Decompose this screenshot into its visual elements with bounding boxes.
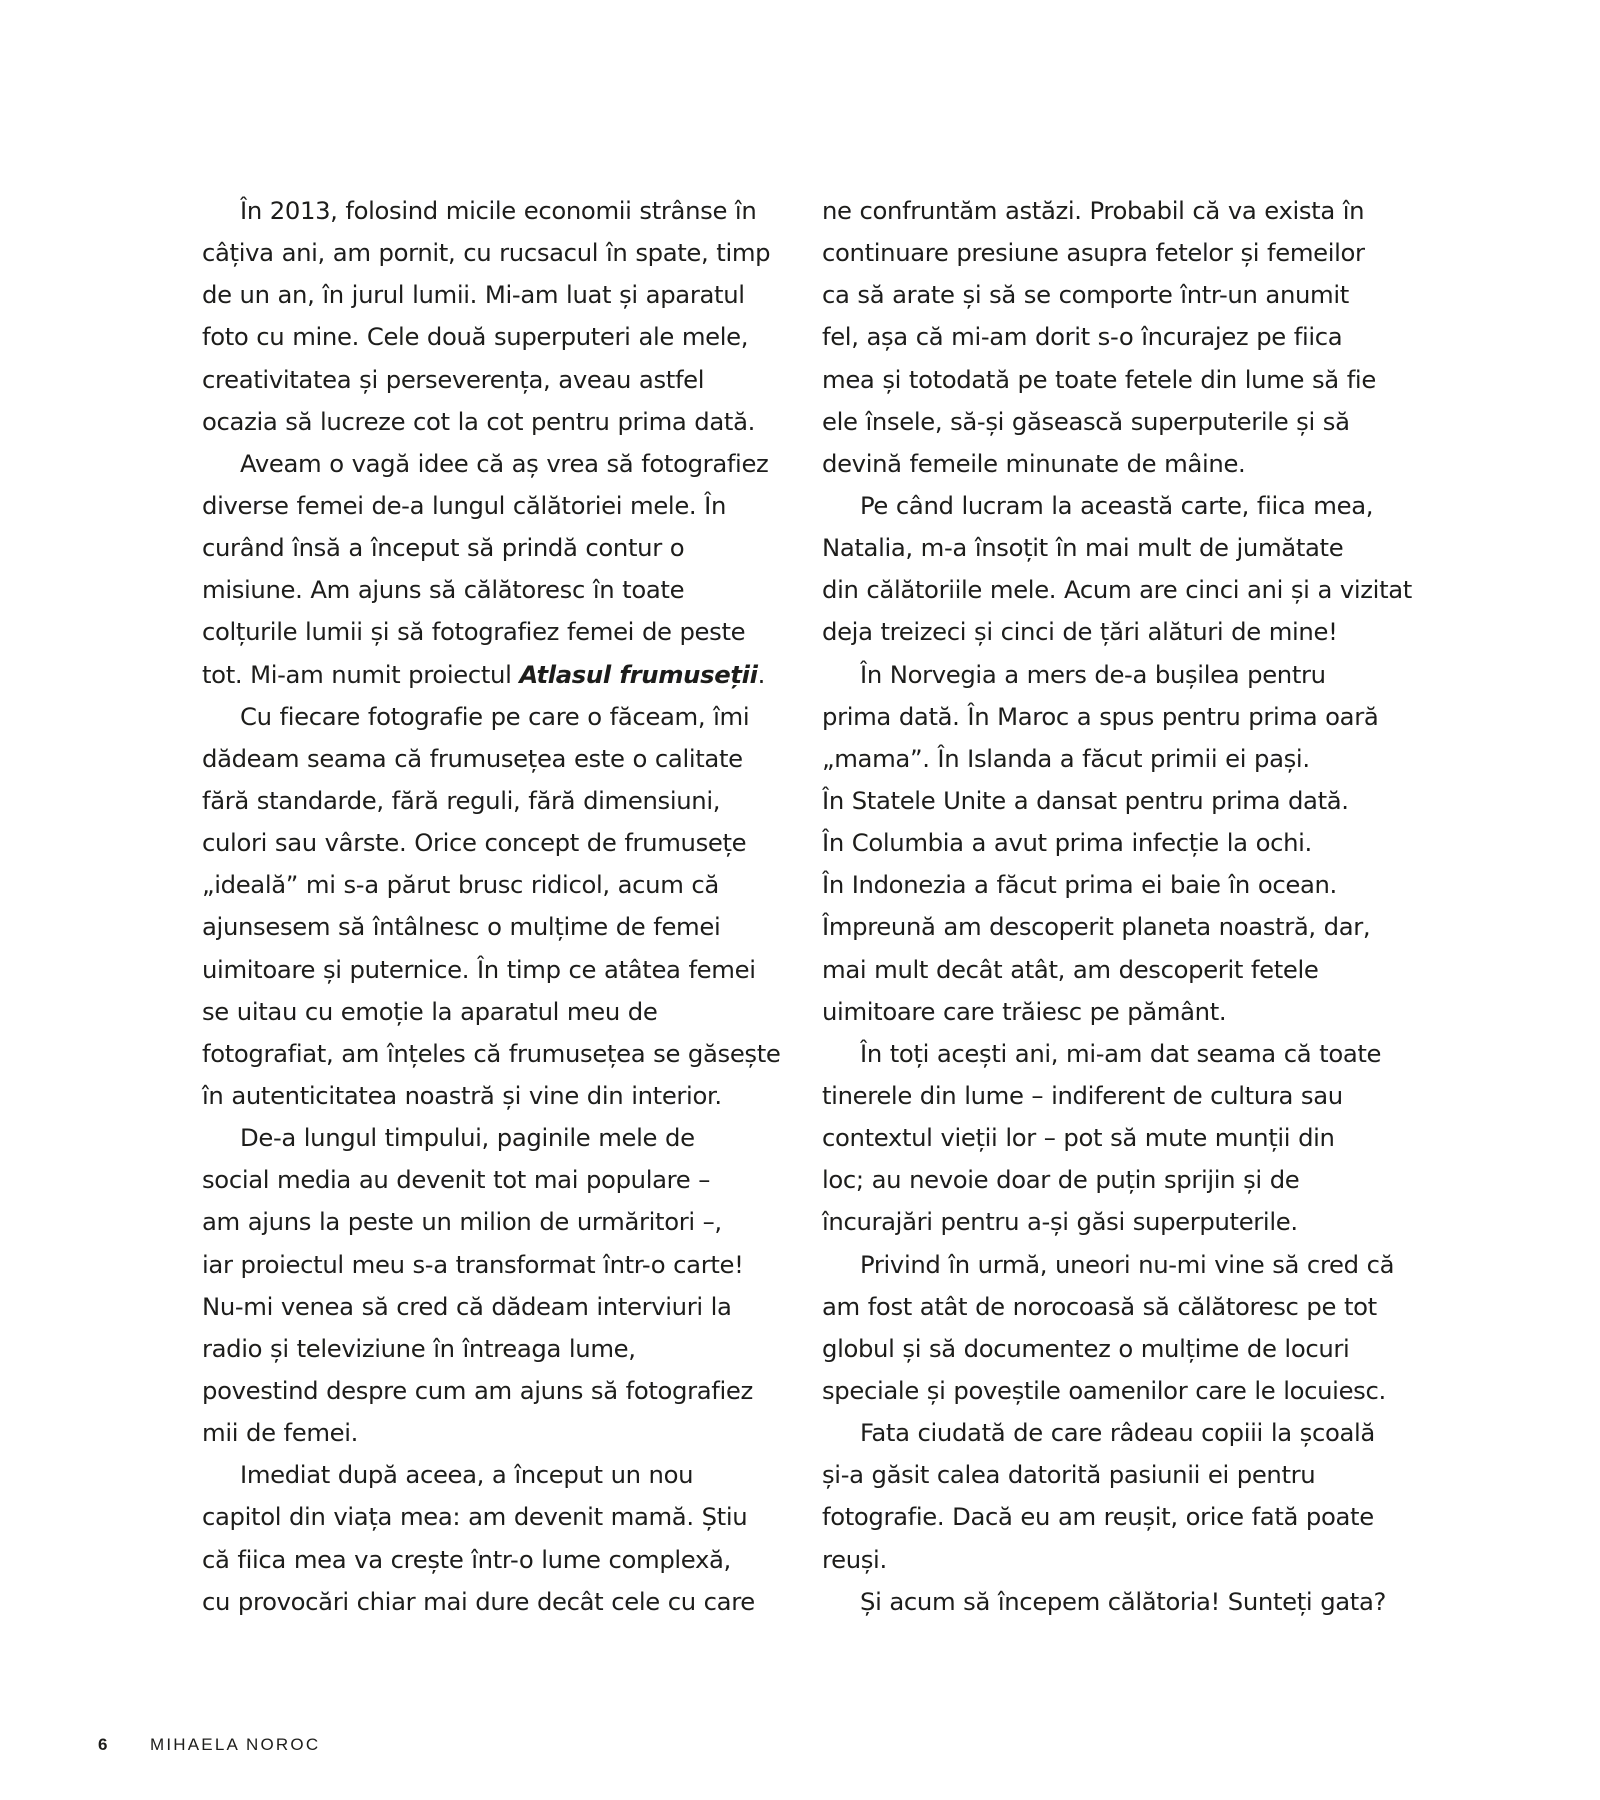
text-line xyxy=(822,232,1417,274)
text-line xyxy=(202,991,797,1033)
line-text: Privind în urmă, uneori nu-mi vine să cred că xyxy=(860,1249,1395,1279)
text-line xyxy=(202,780,797,822)
text-line xyxy=(202,401,797,443)
text-line xyxy=(822,991,1417,1033)
line-text: încurajări pentru a-și găsi superputerile. xyxy=(822,1207,1298,1237)
line-text: În 2013, folosind micile economii strânse în xyxy=(240,196,757,225)
text-line xyxy=(822,1454,1417,1496)
line-text: uimitoare și puternice. În timp ce atâtea femei xyxy=(202,954,756,984)
text-line xyxy=(202,1412,797,1454)
text-line xyxy=(202,1033,797,1075)
text-line xyxy=(822,906,1417,948)
line-text: globul și să documentez o mulțime de locuri xyxy=(822,1333,1350,1363)
paragraph-first-line xyxy=(822,1244,1417,1286)
line-text: creativitatea și perseverența, aveau astfel xyxy=(202,364,705,394)
text-line xyxy=(202,1201,797,1243)
line-text: „ideală” mi s-a părut brusc ridicol, acum că xyxy=(202,870,719,900)
line-text: ocazia să lucreze cot la cot pentru prima dată. xyxy=(202,406,755,436)
line-text: Cu fiecare fotografie pe care o făceam, îmi xyxy=(240,701,750,731)
text-line xyxy=(202,527,797,569)
line-text: am fost atât de norocoasă să călătoresc pe tot xyxy=(822,1291,1377,1321)
line-text: fără standarde, fără reguli, fără dimensiuni, xyxy=(202,785,721,815)
line-text: și-a găsit calea datorită pasiunii ei pentru xyxy=(822,1460,1316,1490)
line-text: povestind despre cum am ajuns să fotografiez xyxy=(202,1375,753,1405)
text-line xyxy=(822,1370,1417,1412)
paragraph-first-line xyxy=(822,485,1417,527)
line-text: din călătoriile mele. Acum are cinci ani și a vizitat xyxy=(822,575,1412,605)
text-line xyxy=(822,738,1417,780)
paragraph-first-line xyxy=(822,1033,1417,1075)
text-line xyxy=(202,1496,797,1538)
line-text: capitol din viața mea: am devenit mamă. Știu xyxy=(202,1502,748,1532)
line-text: social media au devenit tot mai populare – xyxy=(202,1165,711,1195)
line-text: mea și totodată pe toate fetele din lume să fie xyxy=(822,364,1376,394)
paragraph-first-line xyxy=(202,1117,797,1159)
line-text: ajunsesem să întâlnesc o mulțime de femei xyxy=(202,912,721,942)
line-text: că fiica mea va crește într-o lume complexă, xyxy=(202,1544,731,1574)
line-text: culori sau vârste. Orice concept de frumusețe xyxy=(202,828,747,858)
paragraph-first-line xyxy=(202,696,797,738)
line-text: În Columbia a avut prima infecție la ochi. xyxy=(822,828,1312,858)
line-text: foto cu mine. Cele două superputeri ale mele, xyxy=(202,322,749,352)
line-text: contextul vieții lor – pot să mute munții din xyxy=(822,1123,1335,1153)
paragraph-first-line xyxy=(822,1581,1417,1623)
text-line xyxy=(822,1496,1417,1538)
paragraph-first-line xyxy=(822,654,1417,696)
line-text: uimitoare care trăiesc pe pământ. xyxy=(822,996,1227,1026)
text-line xyxy=(202,485,797,527)
text-line xyxy=(202,1539,797,1581)
line-text: loc; au nevoie doar de puțin sprijin și de xyxy=(822,1165,1300,1195)
line-text: De-a lungul timpului, paginile mele de xyxy=(240,1123,695,1153)
text-line xyxy=(822,1328,1417,1370)
line-text: tinerele din lume – indiferent de cultura sau xyxy=(822,1080,1343,1110)
line-text: fotografie. Dacă eu am reușit, orice fată poate xyxy=(822,1502,1374,1532)
text-line xyxy=(202,906,797,948)
text-line xyxy=(822,696,1417,738)
text-line xyxy=(822,949,1417,991)
line-text: ne confruntăm astăzi. Probabil că va exista în xyxy=(822,196,1365,225)
line-text: tot. Mi-am numit proiectul xyxy=(202,659,520,689)
line-text: Nu-mi venea să cred că dădeam interviuri la xyxy=(202,1291,732,1321)
text-line xyxy=(822,611,1417,653)
text-line xyxy=(822,190,1417,232)
line-text: de un an, în jurul lumii. Mi-am luat și aparatul xyxy=(202,280,745,310)
running-author-name: MIHAELA NOROC xyxy=(150,1735,321,1754)
line-text: Natalia, m-a însoțit în mai mult de jumătate xyxy=(822,533,1344,563)
text-line xyxy=(202,1159,797,1201)
line-text: ca să arate și să se comporte într-un anumit xyxy=(822,280,1349,310)
line-text: reuși. xyxy=(822,1544,887,1574)
text-line xyxy=(822,1075,1417,1117)
line-text: curând însă a început să prindă contur o xyxy=(202,533,685,563)
text-line xyxy=(822,443,1417,485)
line-text: ele însele, să-și găsească superputerile și să xyxy=(822,406,1350,436)
text-line xyxy=(822,569,1417,611)
line-text: câțiva ani, am pornit, cu rucsacul în spate, timp xyxy=(202,238,771,268)
line-text: În Statele Unite a dansat pentru prima dată. xyxy=(822,785,1349,815)
text-line xyxy=(202,611,797,653)
text-line xyxy=(822,864,1417,906)
text-line xyxy=(822,1159,1417,1201)
line-text: În Norvegia a mers de-a bușilea pentru xyxy=(860,659,1326,689)
text-line xyxy=(202,1244,797,1286)
text-line xyxy=(822,1286,1417,1328)
text-line xyxy=(202,949,797,991)
right-text-column xyxy=(822,190,1417,1623)
text-line xyxy=(202,1370,797,1412)
line-text: În toți acești ani, mi-am dat seama că toate xyxy=(860,1038,1382,1068)
paragraph-first-line xyxy=(822,1412,1417,1454)
line-text: dădeam seama că frumusețea este o calitate xyxy=(202,743,743,773)
paragraph-first-line xyxy=(202,190,797,232)
line-text: speciale și poveștile oamenilor care le locuiesc. xyxy=(822,1375,1386,1405)
line-text: mai mult decât atât, am descoperit fetele xyxy=(822,954,1319,984)
text-line xyxy=(202,654,797,696)
line-text: deja treizeci și cinci de țări alături de mine! xyxy=(822,617,1338,647)
text-line xyxy=(822,274,1417,316)
line-text: colțurile lumii și să fotografiez femei de peste xyxy=(202,617,746,647)
text-line xyxy=(822,1201,1417,1243)
line-text: misiune. Am ajuns să călătoresc în toate xyxy=(202,575,685,605)
line-text: fel, așa că mi-am dorit s-o încurajez pe fiica xyxy=(822,322,1343,352)
text-line xyxy=(202,822,797,864)
left-text-column xyxy=(202,190,797,1623)
line-text: Imediat după aceea, a început un nou xyxy=(240,1460,694,1490)
text-line xyxy=(202,569,797,611)
book-title-emphasis: Atlasul frumuseții xyxy=(519,659,758,689)
text-line xyxy=(822,527,1417,569)
text-line xyxy=(202,359,797,401)
paragraph-first-line xyxy=(202,1454,797,1496)
line-text: Pe când lucram la această carte, fiica mea, xyxy=(860,490,1374,520)
paragraph-first-line xyxy=(202,443,797,485)
line-text: cu provocări chiar mai dure decât cele cu care xyxy=(202,1586,755,1616)
text-line xyxy=(202,1328,797,1370)
line-text: fotografiat, am înțeles că frumusețea se găsește xyxy=(202,1038,781,1068)
text-line xyxy=(822,401,1417,443)
text-line xyxy=(202,1075,797,1117)
page-number: 6 xyxy=(98,1735,108,1754)
text-line xyxy=(822,359,1417,401)
text-line xyxy=(822,780,1417,822)
text-line xyxy=(822,1117,1417,1159)
text-line xyxy=(822,822,1417,864)
line-text: continuare presiune asupra fetelor și femeilor xyxy=(822,238,1365,268)
line-text: devină femeile minunate de mâine. xyxy=(822,448,1246,478)
line-text: Fata ciudată de care râdeau copiii la școală xyxy=(860,1418,1375,1448)
text-line xyxy=(202,864,797,906)
line-text: în autenticitatea noastră și vine din interior. xyxy=(202,1080,722,1110)
line-text: am ajuns la peste un milion de urmăritori –, xyxy=(202,1207,722,1237)
line-text: diverse femei de-a lungul călătoriei mele. În xyxy=(202,490,727,520)
line-text: Aveam o vagă idee că aș vrea să fotografiez xyxy=(240,448,769,478)
line-text: În Indonezia a făcut prima ei baie în ocean. xyxy=(822,870,1337,900)
text-line xyxy=(202,1286,797,1328)
text-line xyxy=(822,316,1417,358)
page-footer xyxy=(98,1735,320,1755)
line-text: radio și televiziune în întreaga lume, xyxy=(202,1333,636,1363)
text-line xyxy=(202,316,797,358)
text-line xyxy=(822,1539,1417,1581)
line-text-after: . xyxy=(757,659,765,689)
line-text: Și acum să începem călătoria! Sunteți gata? xyxy=(860,1586,1387,1616)
line-text: iar proiectul meu s-a transformat într-o carte! xyxy=(202,1249,744,1279)
text-line xyxy=(202,738,797,780)
text-line xyxy=(202,274,797,316)
text-line xyxy=(202,232,797,274)
text-line xyxy=(202,1581,797,1623)
line-text: prima dată. În Maroc a spus pentru prima oară xyxy=(822,701,1379,731)
line-text: Împreună am descoperit planeta noastră, dar, xyxy=(822,912,1371,942)
line-text: mii de femei. xyxy=(202,1418,359,1448)
line-text: „mama”. În Islanda a făcut primii ei pași. xyxy=(822,743,1310,773)
line-text: se uitau cu emoție la aparatul meu de xyxy=(202,996,658,1026)
